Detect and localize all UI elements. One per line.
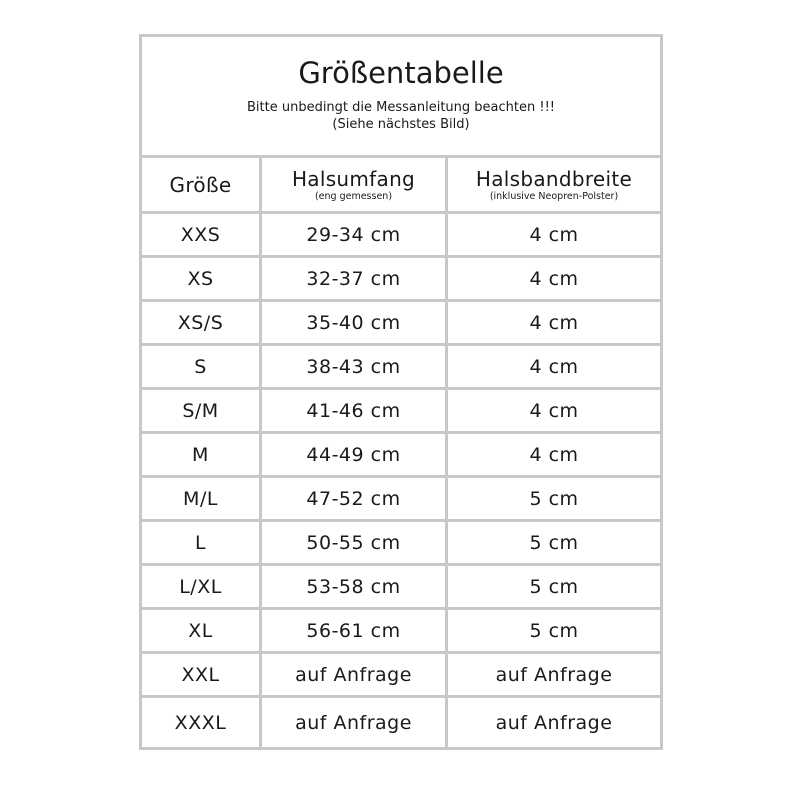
neck-circumference-cell: 29-34 cm [306,223,401,246]
neck-circumference-cell: 38-43 cm [306,355,401,378]
see-next-image-note: (Siehe nächstes Bild) [332,117,470,132]
collar-width-cell: 4 cm [529,443,579,466]
size-cell: XXXL [174,711,227,734]
neck-circumference-cell: auf Anfrage [295,663,412,686]
column-header-label: Halsbandbreite [475,166,633,191]
chart-title: Größentabelle [298,56,504,90]
column-header-label: Größe [169,172,232,197]
size-cell: M [192,443,209,466]
collar-width-cell: 4 cm [529,355,579,378]
collar-width-cell: 4 cm [529,267,579,290]
size-cell: S/M [182,399,219,422]
column-header [262,158,445,211]
size-cell: XS/S [177,311,224,334]
size-cell: XXL [181,663,220,686]
neck-circumference-cell: 32-37 cm [306,267,401,290]
collar-width-cell: 5 cm [529,575,579,598]
column-header-sublabel: (inklusive Neopren-Polster) [489,190,619,202]
collar-width-cell: 5 cm [529,487,579,510]
measurement-note: Bitte unbedingt die Messanleitung beachten !!! [246,100,555,115]
size-cell: S [194,355,207,378]
size-cell: XXS [180,223,221,246]
neck-circumference-cell: auf Anfrage [295,711,412,734]
size-chart-frame [139,34,663,750]
size-cell: XL [188,619,213,642]
neck-circumference-cell: 56-61 cm [306,619,401,642]
chart-header [142,37,660,155]
neck-circumference-cell: 44-49 cm [306,443,401,466]
size-cell: XS [187,267,214,290]
collar-width-cell: 4 cm [529,399,579,422]
size-cell: M/L [183,487,218,510]
collar-width-cell: 4 cm [529,223,579,246]
collar-width-cell: 5 cm [529,531,579,554]
column-header-sublabel: (eng gemessen) [314,190,393,202]
neck-circumference-cell: 35-40 cm [306,311,401,334]
neck-circumference-cell: 53-58 cm [306,575,401,598]
column-header [142,158,259,211]
column-header [448,158,660,211]
size-cell: L/XL [179,575,222,598]
column-header-label: Halsumfang [291,166,416,191]
collar-width-cell: 4 cm [529,311,579,334]
neck-circumference-cell: 47-52 cm [306,487,401,510]
neck-circumference-cell: 50-55 cm [306,531,401,554]
collar-width-cell: 5 cm [529,619,579,642]
neck-circumference-cell: 41-46 cm [306,399,401,422]
collar-width-cell: auf Anfrage [495,663,613,686]
size-cell: L [194,531,207,554]
collar-width-cell: auf Anfrage [495,711,613,734]
